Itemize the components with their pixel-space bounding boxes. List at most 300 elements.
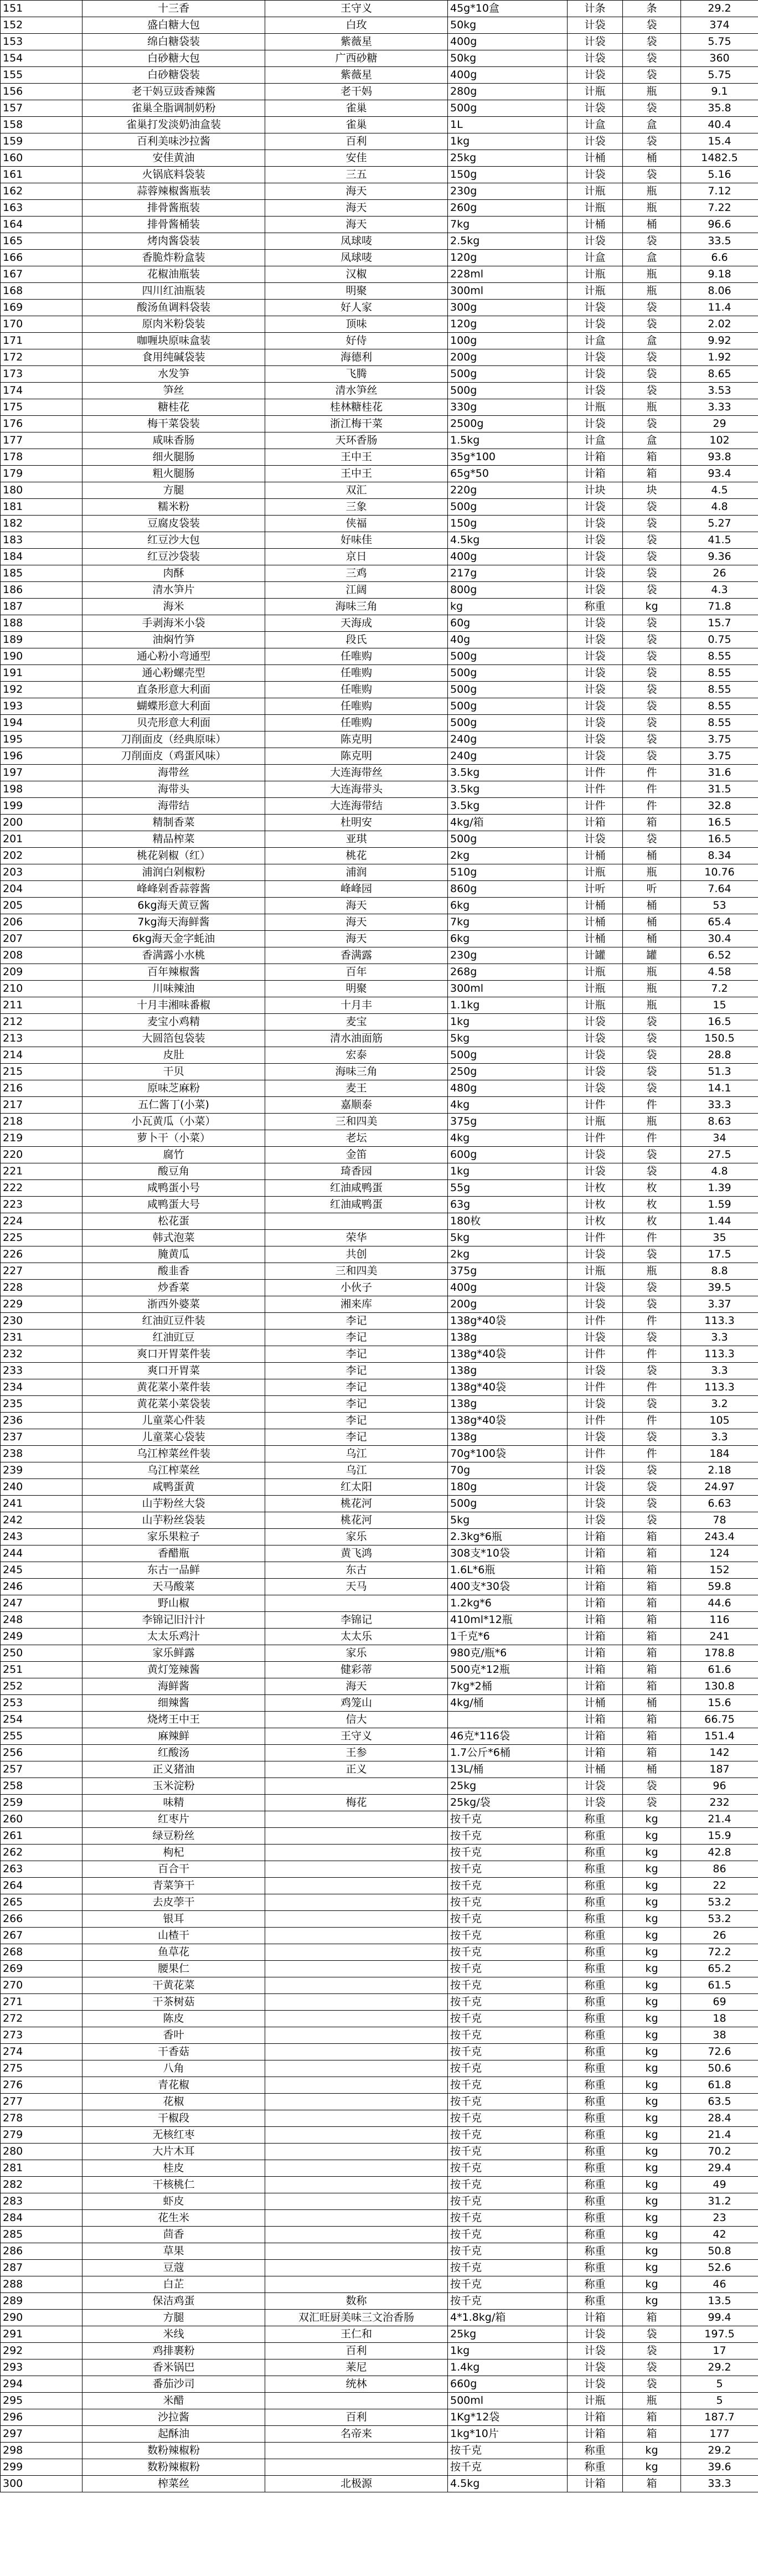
table-row — [1, 34, 758, 50]
billing-method-cell: 称重 — [568, 1894, 623, 1911]
row-number-cell: 294 — [1, 2376, 82, 2393]
table-row — [1, 549, 758, 565]
row-number-cell: 225 — [1, 1230, 82, 1246]
billing-method-cell: 称重 — [568, 2027, 623, 2044]
price-cell: 3.2 — [681, 1396, 758, 1413]
brand-cell: 李记 — [265, 1363, 448, 1379]
product-name-cell: 花椒油瓶装 — [82, 266, 265, 283]
billing-method-cell: 计瓶 — [568, 1114, 623, 1130]
product-name-cell: 酸汤鱼调料袋装 — [82, 300, 265, 316]
price-cell: 15 — [681, 997, 758, 1014]
price-cell: 93.8 — [681, 449, 758, 466]
unit-cell: kg — [623, 2060, 681, 2077]
table-row — [1, 67, 758, 84]
brand-cell: 三鸡 — [265, 565, 448, 582]
product-name-cell: 大圆箔包袋装 — [82, 1031, 265, 1047]
price-cell: 1.92 — [681, 349, 758, 366]
unit-cell: 桶 — [623, 1695, 681, 1712]
row-number-cell: 283 — [1, 2193, 82, 2210]
row-number-cell: 221 — [1, 1163, 82, 1180]
row-number-cell: 252 — [1, 1678, 82, 1695]
table-row — [1, 532, 758, 549]
brand-cell: 麦宝 — [265, 1014, 448, 1031]
product-name-cell: 肉酥 — [82, 565, 265, 582]
row-number-cell: 260 — [1, 1811, 82, 1828]
unit-cell: 瓶 — [623, 200, 681, 217]
unit-cell: 袋 — [623, 366, 681, 383]
product-name-cell: 7kg海天海鲜酱 — [82, 914, 265, 931]
row-number-cell: 201 — [1, 831, 82, 848]
unit-cell: kg — [623, 2293, 681, 2310]
billing-method-cell: 计桶 — [568, 848, 623, 864]
row-number-cell: 291 — [1, 2326, 82, 2343]
spec-cell: 4kg — [448, 1130, 568, 1147]
spec-cell: 60g — [448, 615, 568, 632]
spec-cell: 46克*116袋 — [448, 1728, 568, 1745]
spec-cell: 13L/桶 — [448, 1761, 568, 1778]
spec-cell: 按千克 — [448, 1845, 568, 1861]
spec-cell: 3.5kg — [448, 765, 568, 781]
row-number-cell: 257 — [1, 1761, 82, 1778]
table-row — [1, 416, 758, 432]
unit-cell: 箱 — [623, 1595, 681, 1612]
price-cell: 184 — [681, 1446, 758, 1462]
unit-cell: kg — [623, 2193, 681, 2210]
spec-cell: 217g — [448, 565, 568, 582]
product-name-cell: 酸豆角 — [82, 1163, 265, 1180]
price-cell: 96.6 — [681, 217, 758, 233]
billing-method-cell: 计袋 — [568, 499, 623, 516]
price-cell: 28.8 — [681, 1047, 758, 1064]
unit-cell: 盒 — [623, 432, 681, 449]
product-name-cell: 松花蛋 — [82, 1213, 265, 1230]
brand-cell: 李记 — [265, 1413, 448, 1429]
billing-method-cell: 计块 — [568, 482, 623, 499]
row-number-cell: 173 — [1, 366, 82, 383]
table-row — [1, 1080, 758, 1097]
price-cell: 4.5 — [681, 482, 758, 499]
product-name-cell: 李锦记旧汁汁 — [82, 1612, 265, 1629]
spec-cell: 按千克 — [448, 2260, 568, 2276]
billing-method-cell: 称重 — [568, 1928, 623, 1944]
billing-method-cell: 计枚 — [568, 1197, 623, 1213]
unit-cell: 袋 — [623, 1795, 681, 1811]
row-number-cell: 222 — [1, 1180, 82, 1197]
price-cell: 33.3 — [681, 2476, 758, 2492]
table-row — [1, 2193, 758, 2210]
row-number-cell: 188 — [1, 615, 82, 632]
price-cell: 7.64 — [681, 881, 758, 898]
price-cell: 8.55 — [681, 715, 758, 731]
unit-cell: 瓶 — [623, 981, 681, 997]
billing-method-cell: 计瓶 — [568, 84, 623, 100]
product-name-cell: 排骨酱桶装 — [82, 217, 265, 233]
product-name-cell: 茴香 — [82, 2227, 265, 2243]
billing-method-cell: 计袋 — [568, 748, 623, 765]
billing-method-cell: 计瓶 — [568, 266, 623, 283]
billing-method-cell: 计箱 — [568, 1612, 623, 1629]
price-cell: 24.97 — [681, 1479, 758, 1496]
spec-cell: 500g — [448, 1496, 568, 1512]
row-number-cell: 256 — [1, 1745, 82, 1761]
unit-cell: 袋 — [623, 831, 681, 848]
brand-cell: 乌江 — [265, 1462, 448, 1479]
spec-cell: 按千克 — [448, 2293, 568, 2310]
row-number-cell: 175 — [1, 399, 82, 416]
brand-cell: 红油咸鸭蛋 — [265, 1180, 448, 1197]
price-cell: 7.2 — [681, 981, 758, 997]
product-name-cell: 香脆炸粉盒装 — [82, 250, 265, 266]
unit-cell: 盒 — [623, 333, 681, 349]
price-cell: 6.63 — [681, 1496, 758, 1512]
brand-cell: 海德利 — [265, 349, 448, 366]
price-cell: 26 — [681, 1928, 758, 1944]
table-row — [1, 831, 758, 848]
billing-method-cell: 计件 — [568, 1413, 623, 1429]
price-cell: 113.3 — [681, 1346, 758, 1363]
table-row — [1, 1363, 758, 1379]
billing-method-cell: 称重 — [568, 2127, 623, 2144]
billing-method-cell: 称重 — [568, 1845, 623, 1861]
unit-cell: 箱 — [623, 1579, 681, 1595]
billing-method-cell: 计袋 — [568, 1479, 623, 1496]
billing-method-cell: 称重 — [568, 1977, 623, 1994]
brand-cell — [265, 2077, 448, 2094]
billing-method-cell: 计袋 — [568, 2376, 623, 2393]
brand-cell: 十月丰 — [265, 997, 448, 1014]
product-name-cell: 手剥海米小袋 — [82, 615, 265, 632]
row-number-cell: 279 — [1, 2127, 82, 2144]
brand-cell: 王中王 — [265, 466, 448, 482]
price-cell: 59.8 — [681, 1579, 758, 1595]
unit-cell: kg — [623, 2210, 681, 2227]
brand-cell — [265, 1213, 448, 1230]
unit-cell: 袋 — [623, 648, 681, 665]
table-row — [1, 1579, 758, 1595]
billing-method-cell: 计袋 — [568, 532, 623, 549]
brand-cell — [265, 1994, 448, 2011]
product-name-cell: 方腿 — [82, 482, 265, 499]
billing-method-cell: 计袋 — [568, 665, 623, 682]
unit-cell: 袋 — [623, 1064, 681, 1080]
table-row — [1, 1396, 758, 1413]
price-cell: 5.75 — [681, 34, 758, 50]
price-table-body — [1, 1, 758, 2492]
billing-method-cell: 计条 — [568, 1, 623, 17]
spec-cell: 5kg — [448, 1031, 568, 1047]
spec-cell: 300ml — [448, 283, 568, 300]
spec-cell: 50kg — [448, 50, 568, 67]
brand-cell: 桃花河 — [265, 1512, 448, 1529]
unit-cell: kg — [623, 1977, 681, 1994]
spec-cell: 3.5kg — [448, 798, 568, 815]
table-row — [1, 599, 758, 615]
price-cell: 61.5 — [681, 1977, 758, 1994]
billing-method-cell: 计瓶 — [568, 997, 623, 1014]
spec-cell: 25kg — [448, 2326, 568, 2343]
product-name-cell: 盛白糖大包 — [82, 17, 265, 34]
unit-cell: 桶 — [623, 848, 681, 864]
row-number-cell: 227 — [1, 1263, 82, 1280]
price-cell: 7.12 — [681, 183, 758, 200]
billing-method-cell: 计袋 — [568, 549, 623, 565]
brand-cell: 汉椒 — [265, 266, 448, 283]
billing-method-cell: 计袋 — [568, 1296, 623, 1313]
table-row — [1, 2293, 758, 2310]
brand-cell: 小伙子 — [265, 1280, 448, 1296]
unit-cell: kg — [623, 2127, 681, 2144]
price-cell: 17.5 — [681, 1246, 758, 1263]
billing-method-cell: 称重 — [568, 2293, 623, 2310]
brand-cell: 杜明安 — [265, 815, 448, 831]
unit-cell: 箱 — [623, 2476, 681, 2492]
table-row — [1, 2276, 758, 2293]
table-row — [1, 1645, 758, 1662]
billing-method-cell: 计袋 — [568, 300, 623, 316]
billing-method-cell: 计盒 — [568, 432, 623, 449]
row-number-cell: 159 — [1, 133, 82, 150]
spec-cell: 800g — [448, 582, 568, 599]
row-number-cell: 168 — [1, 283, 82, 300]
row-number-cell: 197 — [1, 765, 82, 781]
table-row — [1, 648, 758, 665]
price-cell: 8.55 — [681, 665, 758, 682]
brand-cell: 海天 — [265, 914, 448, 931]
spec-cell: 1Kg*12袋 — [448, 2409, 568, 2426]
price-cell: 46 — [681, 2276, 758, 2293]
product-name-cell: 6kg海天黄豆酱 — [82, 898, 265, 914]
brand-cell: 海天 — [265, 1678, 448, 1695]
table-row — [1, 881, 758, 898]
product-name-cell: 乌江榨菜丝 — [82, 1462, 265, 1479]
spec-cell: 按千克 — [448, 2094, 568, 2110]
product-name-cell: 糯米粉 — [82, 499, 265, 516]
spec-cell: 500g — [448, 383, 568, 399]
price-cell: 26 — [681, 565, 758, 582]
table-row — [1, 1379, 758, 1396]
spec-cell: 按千克 — [448, 2459, 568, 2476]
unit-cell: 箱 — [623, 1529, 681, 1545]
product-name-cell: 起酥油 — [82, 2426, 265, 2443]
price-cell: 8.55 — [681, 682, 758, 698]
price-cell: 113.3 — [681, 1379, 758, 1396]
product-name-cell: 干核桃仁 — [82, 2177, 265, 2193]
spec-cell: 600g — [448, 1147, 568, 1163]
billing-method-cell: 称重 — [568, 2177, 623, 2193]
row-number-cell: 223 — [1, 1197, 82, 1213]
price-cell: 8.8 — [681, 1263, 758, 1280]
unit-cell: 袋 — [623, 100, 681, 117]
spec-cell: 2kg — [448, 1246, 568, 1263]
price-cell: 71.8 — [681, 599, 758, 615]
billing-method-cell: 计袋 — [568, 366, 623, 383]
row-number-cell: 263 — [1, 1861, 82, 1878]
row-number-cell: 153 — [1, 34, 82, 50]
brand-cell: 百利 — [265, 2343, 448, 2359]
spec-cell: kg — [448, 599, 568, 615]
unit-cell: kg — [623, 2027, 681, 2044]
billing-method-cell: 计桶 — [568, 931, 623, 947]
price-cell: 8.55 — [681, 698, 758, 715]
unit-cell: kg — [623, 2160, 681, 2177]
brand-cell: 明聚 — [265, 283, 448, 300]
unit-cell: 瓶 — [623, 1114, 681, 1130]
spec-cell: 410ml*12瓶 — [448, 1612, 568, 1629]
product-name-cell: 黄灯笼辣酱 — [82, 1662, 265, 1678]
unit-cell: 袋 — [623, 2376, 681, 2393]
row-number-cell: 234 — [1, 1379, 82, 1396]
unit-cell: kg — [623, 1845, 681, 1861]
brand-cell: 名帝来 — [265, 2426, 448, 2443]
unit-cell: kg — [623, 1861, 681, 1878]
brand-cell: 天马 — [265, 1579, 448, 1595]
price-cell: 50.8 — [681, 2243, 758, 2260]
row-number-cell: 262 — [1, 1845, 82, 1861]
row-number-cell: 213 — [1, 1031, 82, 1047]
brand-cell — [265, 2459, 448, 2476]
unit-cell: 罐 — [623, 947, 681, 964]
price-cell: 10.76 — [681, 864, 758, 881]
table-row — [1, 698, 758, 715]
spec-cell: 按千克 — [448, 1928, 568, 1944]
spec-cell: 按千克 — [448, 1828, 568, 1845]
unit-cell: 袋 — [623, 1512, 681, 1529]
brand-cell: 海天 — [265, 898, 448, 914]
row-number-cell: 205 — [1, 898, 82, 914]
spec-cell: 1L — [448, 117, 568, 133]
price-cell: 116 — [681, 1612, 758, 1629]
unit-cell: 袋 — [623, 499, 681, 516]
table-row — [1, 432, 758, 449]
table-row — [1, 1446, 758, 1462]
price-cell: 53.2 — [681, 1911, 758, 1928]
billing-method-cell: 计箱 — [568, 815, 623, 831]
row-number-cell: 178 — [1, 449, 82, 466]
billing-method-cell: 计袋 — [568, 1246, 623, 1263]
table-row — [1, 2326, 758, 2343]
spec-cell: 65g*50 — [448, 466, 568, 482]
table-row — [1, 1330, 758, 1346]
price-cell: 124 — [681, 1545, 758, 1562]
table-row — [1, 383, 758, 399]
spec-cell: 按千克 — [448, 2144, 568, 2160]
spec-cell: 138g — [448, 1330, 568, 1346]
billing-method-cell: 计袋 — [568, 316, 623, 333]
product-name-cell: 雀巢打发淡奶油盒装 — [82, 117, 265, 133]
brand-cell: 陈克明 — [265, 748, 448, 765]
spec-cell: 375g — [448, 1114, 568, 1130]
table-row — [1, 2310, 758, 2326]
table-row — [1, 1928, 758, 1944]
table-row — [1, 848, 758, 864]
product-name-cell: 烧烤王中王 — [82, 1712, 265, 1728]
table-row — [1, 1413, 758, 1429]
billing-method-cell: 计箱 — [568, 1645, 623, 1662]
brand-cell — [265, 2144, 448, 2160]
unit-cell: kg — [623, 2177, 681, 2193]
billing-method-cell: 计袋 — [568, 582, 623, 599]
price-cell: 33.3 — [681, 1097, 758, 1114]
price-cell: 1.59 — [681, 1197, 758, 1213]
row-number-cell: 162 — [1, 183, 82, 200]
product-name-cell: 咸味香肠 — [82, 432, 265, 449]
row-number-cell: 253 — [1, 1695, 82, 1712]
spec-cell: 220g — [448, 482, 568, 499]
price-cell: 3.53 — [681, 383, 758, 399]
row-number-cell: 284 — [1, 2210, 82, 2227]
product-name-cell: 腰果仁 — [82, 1961, 265, 1977]
unit-cell: 袋 — [623, 416, 681, 432]
spec-cell: 260g — [448, 200, 568, 217]
spec-cell: 240g — [448, 731, 568, 748]
row-number-cell: 187 — [1, 599, 82, 615]
row-number-cell: 299 — [1, 2459, 82, 2476]
spec-cell: 70g*100袋 — [448, 1446, 568, 1462]
price-cell: 65.4 — [681, 914, 758, 931]
product-name-cell: 花生米 — [82, 2210, 265, 2227]
unit-cell: 瓶 — [623, 84, 681, 100]
product-name-cell: 韩式泡菜 — [82, 1230, 265, 1246]
brand-cell: 浙江梅干菜 — [265, 416, 448, 432]
product-name-cell: 山芋粉丝大袋 — [82, 1496, 265, 1512]
table-row — [1, 366, 758, 383]
brand-cell: 飞腾 — [265, 366, 448, 383]
billing-method-cell: 称重 — [568, 1944, 623, 1961]
unit-cell: kg — [623, 2227, 681, 2243]
row-number-cell: 174 — [1, 383, 82, 399]
row-number-cell: 249 — [1, 1629, 82, 1645]
spec-cell: 70g — [448, 1462, 568, 1479]
spec-cell: 500g — [448, 366, 568, 383]
table-row — [1, 1944, 758, 1961]
table-row — [1, 1047, 758, 1064]
table-row — [1, 1462, 758, 1479]
row-number-cell: 167 — [1, 266, 82, 283]
spec-cell: 138g — [448, 1363, 568, 1379]
product-name-cell: 桂皮 — [82, 2160, 265, 2177]
spec-cell: 400g — [448, 549, 568, 565]
row-number-cell: 160 — [1, 150, 82, 167]
table-row — [1, 2077, 758, 2094]
spec-cell: 6kg — [448, 931, 568, 947]
brand-cell: 王仁和 — [265, 2326, 448, 2343]
brand-cell: 桃花 — [265, 848, 448, 864]
table-row — [1, 2393, 758, 2409]
row-number-cell: 254 — [1, 1712, 82, 1728]
unit-cell: 袋 — [623, 349, 681, 366]
spec-cell: 330g — [448, 399, 568, 416]
table-row — [1, 482, 758, 499]
spec-cell: 400g — [448, 34, 568, 50]
price-cell: 65.2 — [681, 1961, 758, 1977]
billing-method-cell: 称重 — [568, 1811, 623, 1828]
price-cell: 66.75 — [681, 1712, 758, 1728]
brand-cell: 李记 — [265, 1313, 448, 1330]
row-number-cell: 282 — [1, 2177, 82, 2193]
price-cell: 16.5 — [681, 1014, 758, 1031]
brand-cell: 清水笋丝 — [265, 383, 448, 399]
table-row — [1, 1878, 758, 1894]
table-row — [1, 1429, 758, 1446]
product-name-cell: 山楂干 — [82, 1928, 265, 1944]
brand-cell — [265, 1595, 448, 1612]
unit-cell: 桶 — [623, 150, 681, 167]
brand-cell: 紫薇星 — [265, 67, 448, 84]
row-number-cell: 228 — [1, 1280, 82, 1296]
table-row — [1, 1496, 758, 1512]
product-name-cell: 直条形意大利面 — [82, 682, 265, 698]
table-row — [1, 316, 758, 333]
